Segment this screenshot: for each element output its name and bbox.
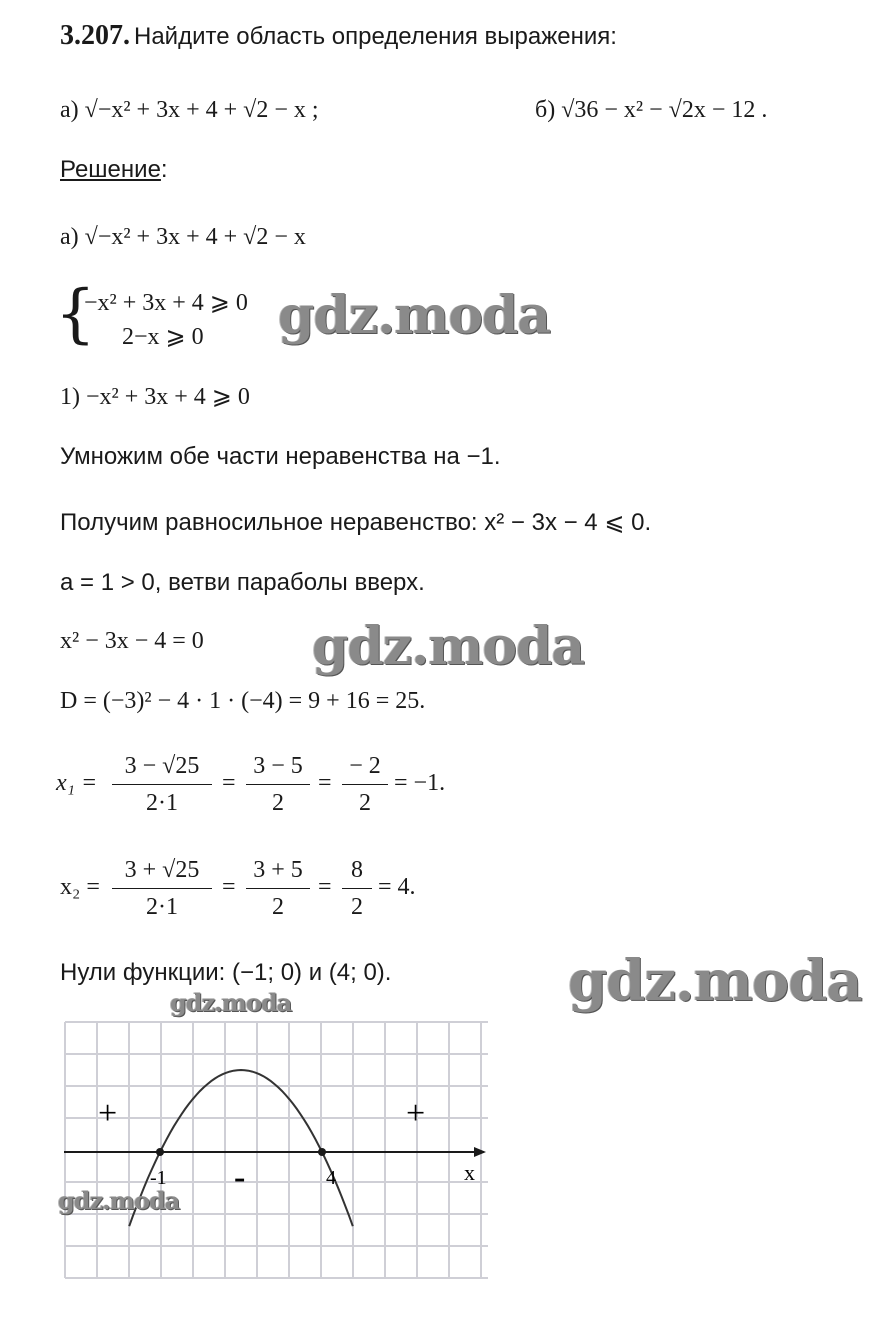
part-b-expression: √36 − x² − √2x − 12 . (561, 97, 768, 123)
x-axis-label: x (464, 1160, 475, 1185)
plus-left: + (98, 1095, 118, 1132)
problem-number: 3.207. (60, 20, 130, 51)
solution-heading (60, 155, 168, 185)
x2-f3-denominator: 2 (351, 894, 363, 920)
x2-lhs: x₂ = (60, 874, 100, 900)
step-1: 1) −x² + 3x + 4 ⩾ 0 (60, 384, 250, 410)
x1-f2-denominator: 2 (272, 790, 284, 816)
part-b-label: б) (535, 97, 556, 123)
root-label-1: -1 (150, 1167, 167, 1189)
part-a-label: а) (60, 97, 79, 123)
part-a-expression: √−x² + 3x + 4 + √2 − x ; (84, 97, 319, 123)
part-b (535, 95, 767, 125)
watermark-1: gdz.moda (278, 285, 551, 346)
root-point-1 (156, 1148, 164, 1156)
x2-f1-numerator: 3 + √25 (124, 857, 200, 883)
x2-f1-denominator: 2·1 (146, 894, 178, 920)
x2-fraction-1 (112, 854, 212, 923)
system-line-1: −x² + 3x + 4 ⩾ 0 (84, 290, 248, 316)
equivalent-text: Получим равносильное неравенство: x² − 3x − 4 ⩽ 0. (60, 509, 652, 536)
system-brace: { (55, 277, 96, 351)
x1-f3-numerator: − 2 (349, 753, 381, 779)
plus-right: + (406, 1095, 426, 1132)
minus-sign: - (234, 1159, 246, 1196)
watermark-4: gdz.moda (170, 988, 292, 1017)
x2-f2-denominator: 2 (272, 894, 284, 920)
multiply-text: Умножим обе части неравенства на −1. (60, 443, 501, 470)
solution-a-expression: √−x² + 3x + 4 + √2 − x (84, 224, 306, 250)
watermark-5: gdz.moda (58, 1186, 180, 1215)
parabola-sign-graph (60, 1018, 490, 1284)
system-line-2: 2−x ⩾ 0 (122, 324, 204, 350)
problem-statement: Найдите область определения выражения: (134, 23, 617, 50)
x2-f3-numerator: 8 (351, 857, 363, 883)
x2-fraction-2 (246, 854, 310, 923)
watermark-3: gdz.moda (568, 948, 862, 1014)
graph-grid (65, 1022, 488, 1278)
x1-fraction-1 (112, 750, 212, 819)
x1-f2-numerator: 3 − 5 (253, 753, 303, 779)
problem-header (60, 20, 617, 52)
part-a (60, 95, 319, 125)
root-label-2: 4 (326, 1167, 336, 1189)
x1-f1-numerator: 3 − √25 (124, 753, 200, 779)
x1-f3-denominator: 2 (359, 790, 371, 816)
branches-text: a = 1 > 0, ветви параболы вверх. (60, 569, 425, 596)
x2-eq-2: = (318, 874, 332, 900)
x1-result: = −1. (394, 770, 446, 796)
x2-result: = 4. (378, 874, 416, 900)
solution-a-label: а) (60, 224, 79, 250)
watermark-2: gdz.moda (312, 616, 585, 677)
solution-heading-colon: : (160, 156, 168, 183)
root-point-2 (318, 1148, 326, 1156)
x2-f2-numerator: 3 + 5 (253, 857, 303, 883)
discriminant: D = (−3)² − 4 · 1 · (−4) = 9 + 16 = 25. (60, 688, 426, 714)
x1-fraction-2 (246, 750, 310, 819)
x2-eq-1: = (222, 874, 236, 900)
zeros-text: Нули функции: (−1; 0) и (4; 0). (60, 959, 392, 986)
x1-f1-denominator: 2·1 (146, 790, 178, 816)
solution-heading-text: Решение (60, 156, 161, 183)
equation: x² − 3x − 4 = 0 (60, 628, 204, 654)
x1-eq-2: = (318, 770, 332, 796)
x2-fraction-3 (342, 854, 372, 923)
x1-eq-1: = (222, 770, 236, 796)
x1-lhs: x₁ = (56, 770, 98, 796)
x1-fraction-3 (342, 750, 388, 819)
solution-a (60, 222, 306, 252)
